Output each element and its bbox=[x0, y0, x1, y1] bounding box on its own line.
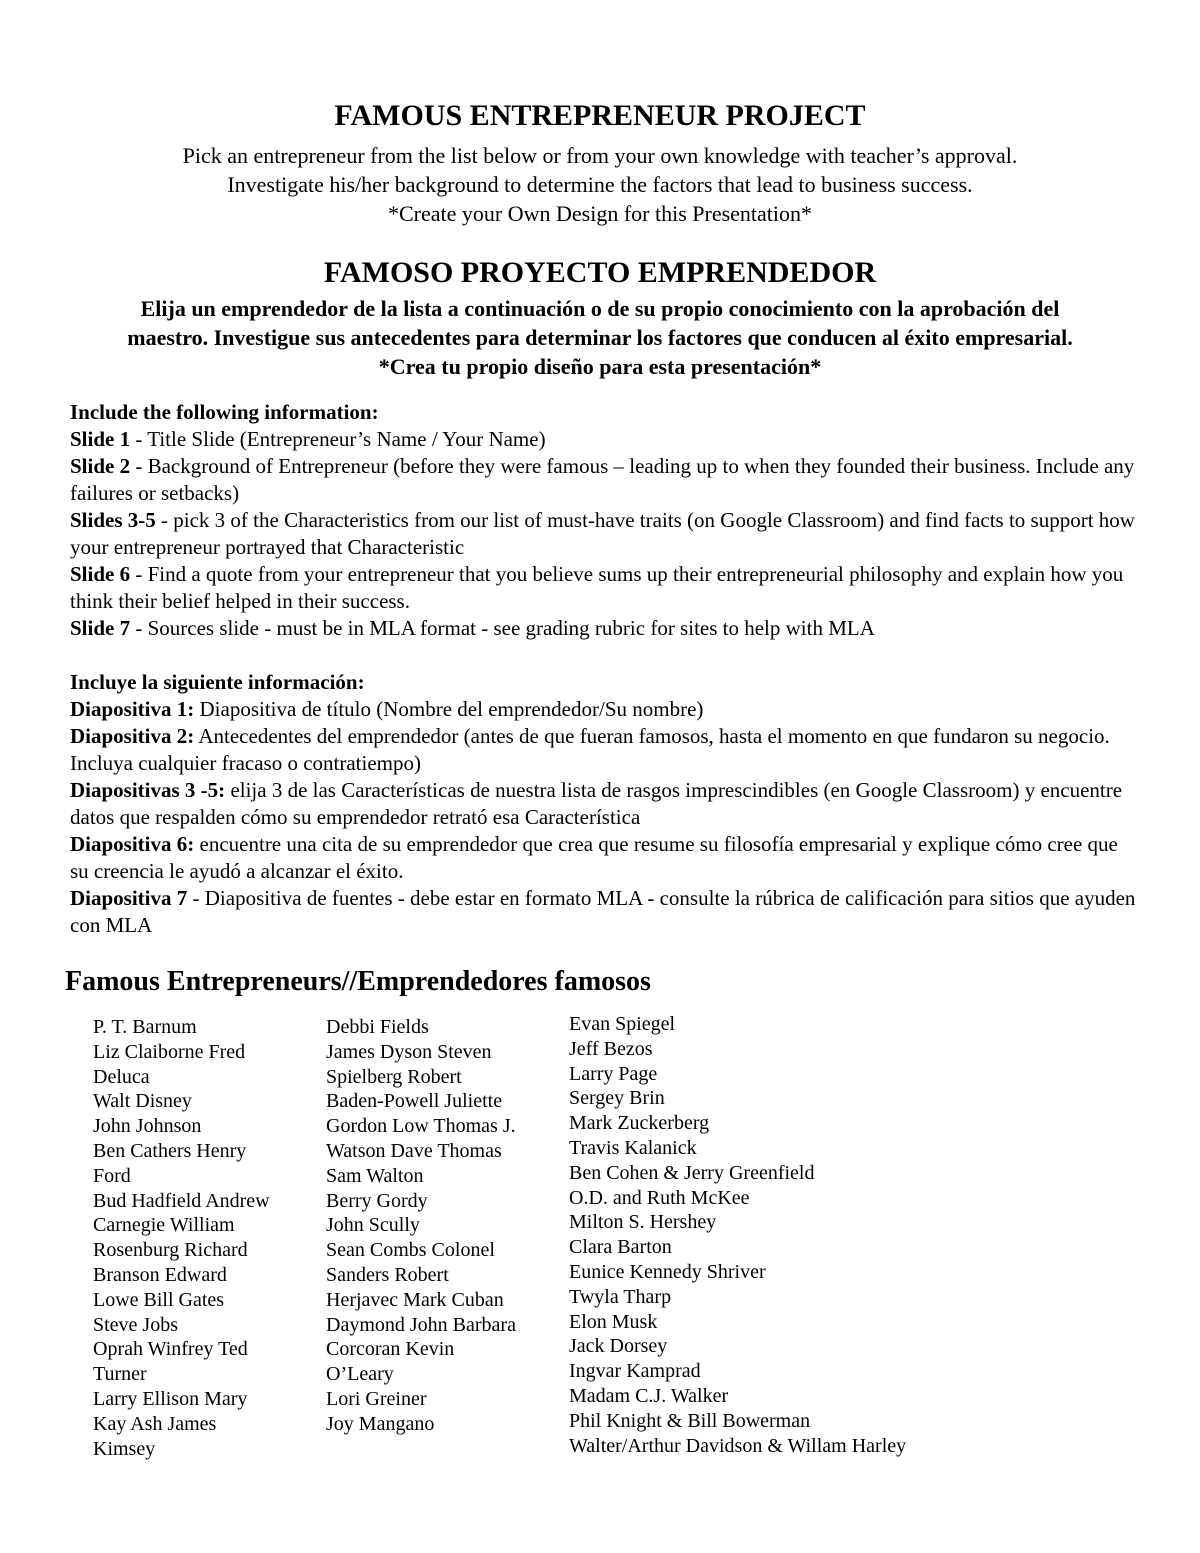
entrepreneur-name: Kay Ash James bbox=[93, 1412, 217, 1435]
entrepreneur-name: Carnegie William bbox=[93, 1214, 235, 1237]
slide-2-text: - Background of Entrepreneur (before they were famous – leading up to when they founded their business. Include any failures or setbacks) bbox=[70, 454, 1135, 505]
spanish-instruction-3: *Crea tu propio diseño para esta presentación* bbox=[378, 354, 822, 379]
entrepreneur-name: Kimsey bbox=[93, 1437, 156, 1460]
slide-2-item bbox=[70, 453, 1140, 507]
diapositiva-6-item bbox=[70, 831, 1140, 885]
entrepreneur-name: Larry Ellison Mary bbox=[93, 1387, 248, 1410]
entrepreneur-name: Deluca bbox=[93, 1065, 150, 1088]
entrepreneur-name: Larry Page bbox=[569, 1062, 658, 1085]
entrepreneur-name: Twyla Tharp bbox=[569, 1285, 672, 1308]
entrepreneur-name: Jack Dorsey bbox=[569, 1335, 668, 1358]
entrepreneur-name: Sanders Robert bbox=[326, 1263, 449, 1286]
slides-3-5-label: Slides 3-5 bbox=[70, 508, 156, 532]
names-column-3 bbox=[569, 1012, 906, 1458]
entrepreneur-name: Berry Gordy bbox=[326, 1189, 428, 1212]
diapositiva-2-label: Diapositiva 2: bbox=[70, 724, 195, 748]
entrepreneur-name: P. T. Barnum bbox=[93, 1016, 197, 1038]
entrepreneur-name: Sam Walton bbox=[326, 1164, 424, 1187]
diapositiva-2-item bbox=[70, 723, 1140, 777]
entrepreneur-name: Rosenburg Richard bbox=[93, 1239, 248, 1262]
entrepreneur-name: Ben Cathers Henry bbox=[93, 1139, 247, 1162]
entrepreneur-name: Baden-Powell Juliette bbox=[326, 1090, 503, 1113]
include-en-heading: Include the following information: bbox=[70, 400, 379, 424]
diapositivas-3-5-text: elija 3 de las Características de nuestra lista de rasgos imprescindibles (en Google Classroom) y encuentre datos que respalden cómo su emprendedor retrató esa Característica bbox=[70, 778, 1123, 829]
entrepreneur-name: Ingvar Kamprad bbox=[569, 1360, 701, 1383]
entrepreneur-name: Watson Dave Thomas bbox=[326, 1139, 502, 1162]
slide-7-text: - Sources slide - must be in MLA format - see grading rubric for sites to help with MLA bbox=[130, 616, 875, 640]
slide-7-label: Slide 7 bbox=[70, 616, 131, 640]
diapositiva-1-text: Diapositiva de título (Nombre del emprendedor/Su nombre) bbox=[194, 697, 704, 721]
slide-6-item bbox=[70, 561, 1140, 615]
slide-6-text: - Find a quote from your entrepreneur that you believe sums up their entrepreneurial philosophy and explain how you think their belief helped in their success. bbox=[70, 562, 1124, 613]
diapositivas-3-5-label: Diapositivas 3 -5: bbox=[70, 778, 226, 802]
entrepreneur-name: Steve Jobs bbox=[93, 1313, 178, 1336]
slides-3-5-item bbox=[70, 507, 1140, 561]
english-title: FAMOUS ENTREPRENEUR PROJECT bbox=[334, 99, 866, 132]
entrepreneur-name: James Dyson Steven bbox=[326, 1040, 492, 1063]
entrepreneur-name: Eunice Kennedy Shriver bbox=[569, 1260, 766, 1283]
entrepreneur-name: Ford bbox=[93, 1164, 131, 1187]
names-column-1 bbox=[93, 1015, 270, 1461]
english-instruction-1: Pick an entrepreneur from the list below or from your own knowledge with teacher’s approval. bbox=[182, 143, 1018, 168]
entrepreneur-name: Oprah Winfrey Ted bbox=[93, 1338, 248, 1361]
slide-1-label: Slide 1 bbox=[70, 427, 131, 451]
diapositiva-1-label: Diapositiva 1: bbox=[70, 697, 195, 721]
diapositivas-3-5-item bbox=[70, 777, 1140, 831]
entrepreneur-name: Turner bbox=[93, 1363, 147, 1386]
entrepreneur-name: Lowe Bill Gates bbox=[93, 1288, 225, 1311]
diapositiva-2-text: Antecedentes del emprendedor (antes de que fueran famosos, hasta el momento en que fundaron su negocio. Incluya cualquier fracaso o contratiempo) bbox=[70, 724, 1110, 775]
entrepreneur-name: Spielberg Robert bbox=[326, 1065, 462, 1088]
entrepreneur-name: Jeff Bezos bbox=[569, 1037, 653, 1060]
entrepreneur-name: John Johnson bbox=[93, 1115, 202, 1138]
entrepreneur-name: Mark Zuckerberg bbox=[569, 1112, 710, 1135]
entrepreneur-name: Walt Disney bbox=[93, 1090, 192, 1113]
entrepreneur-name: Herjavec Mark Cuban bbox=[326, 1288, 504, 1311]
entrepreneur-name: Bud Hadfield Andrew bbox=[93, 1189, 270, 1212]
slides-3-5-text: - pick 3 of the Characteristics from our list of must-have traits (on Google Classroom) and find facts to support how your entrepreneur portrayed that Characteristic bbox=[70, 508, 1135, 559]
entrepreneur-name: O.D. and Ruth McKee bbox=[569, 1186, 750, 1209]
slide-7-item bbox=[70, 615, 1140, 642]
slide-1-item bbox=[70, 426, 1140, 453]
names-heading: Famous Entrepreneurs//Emprendedores famosos bbox=[65, 966, 651, 997]
entrepreneur-name: Sergey Brin bbox=[569, 1087, 665, 1110]
diapositiva-7-text: - Diapositiva de fuentes - debe estar en formato MLA - consulte la rúbrica de calificación para sitios que ayuden con MLA bbox=[70, 886, 1136, 937]
names-column-2 bbox=[326, 1015, 516, 1437]
slide-2-label: Slide 2 bbox=[70, 454, 131, 478]
diapositiva-7-label: Diapositiva 7 bbox=[70, 886, 188, 910]
entrepreneur-name: Lori Greiner bbox=[326, 1387, 427, 1410]
include-en-section bbox=[70, 399, 1140, 642]
entrepreneur-name: Liz Claiborne Fred bbox=[93, 1040, 246, 1063]
entrepreneur-name: John Scully bbox=[326, 1214, 420, 1237]
entrepreneur-name: Evan Spiegel bbox=[569, 1013, 676, 1035]
entrepreneur-name: Elon Musk bbox=[569, 1310, 658, 1333]
entrepreneur-name: Clara Barton bbox=[569, 1236, 672, 1259]
entrepreneur-name: O’Leary bbox=[326, 1363, 394, 1386]
entrepreneur-name: Phil Knight & Bill Bowerman bbox=[569, 1409, 811, 1432]
english-instruction-2: Investigate his/her background to determine the factors that lead to business success. bbox=[227, 172, 973, 197]
spanish-instruction-1: Elija un emprendedor de la lista a continuación o de su propio conocimiento con la aprobación del bbox=[140, 296, 1060, 321]
diapositiva-7-item bbox=[70, 885, 1140, 939]
include-es-section bbox=[70, 669, 1140, 939]
entrepreneur-name: Sean Combs Colonel bbox=[326, 1239, 495, 1262]
diapositiva-1-item bbox=[70, 696, 1140, 723]
entrepreneur-name: Travis Kalanick bbox=[569, 1136, 697, 1159]
entrepreneur-name: Debbi Fields bbox=[326, 1016, 429, 1038]
slide-1-text: - Title Slide (Entrepreneur’s Name / Your Name) bbox=[130, 427, 546, 451]
spanish-instruction-2: maestro. Investigue sus antecedentes para determinar los factores que conducen al éxito empresarial. bbox=[127, 325, 1073, 350]
entrepreneur-name: Milton S. Hershey bbox=[569, 1211, 717, 1234]
include-es-heading: Incluye la siguiente información: bbox=[70, 670, 365, 694]
entrepreneur-name: Joy Mangano bbox=[326, 1412, 435, 1435]
entrepreneur-name: Ben Cohen & Jerry Greenfield bbox=[569, 1161, 815, 1184]
entrepreneur-name: Corcoran Kevin bbox=[326, 1338, 455, 1361]
entrepreneur-name: Branson Edward bbox=[93, 1263, 227, 1286]
diapositiva-6-text: encuentre una cita de su emprendedor que crea que resume su filosofía empresarial y explique cómo cree que su creencia le ayudó a alcanzar el éxito. bbox=[70, 832, 1118, 883]
entrepreneur-name: Gordon Low Thomas J. bbox=[326, 1115, 516, 1138]
entrepreneur-name: Walter/Arthur Davidson & Willam Harley bbox=[569, 1434, 907, 1457]
english-instruction-3: *Create your Own Design for this Presentation* bbox=[387, 201, 813, 226]
entrepreneur-name: Daymond John Barbara bbox=[326, 1313, 516, 1336]
spanish-title: FAMOSO PROYECTO EMPRENDEDOR bbox=[323, 256, 877, 289]
slide-6-label: Slide 6 bbox=[70, 562, 131, 586]
diapositiva-6-label: Diapositiva 6: bbox=[70, 832, 195, 856]
entrepreneur-name: Madam C.J. Walker bbox=[569, 1384, 729, 1407]
